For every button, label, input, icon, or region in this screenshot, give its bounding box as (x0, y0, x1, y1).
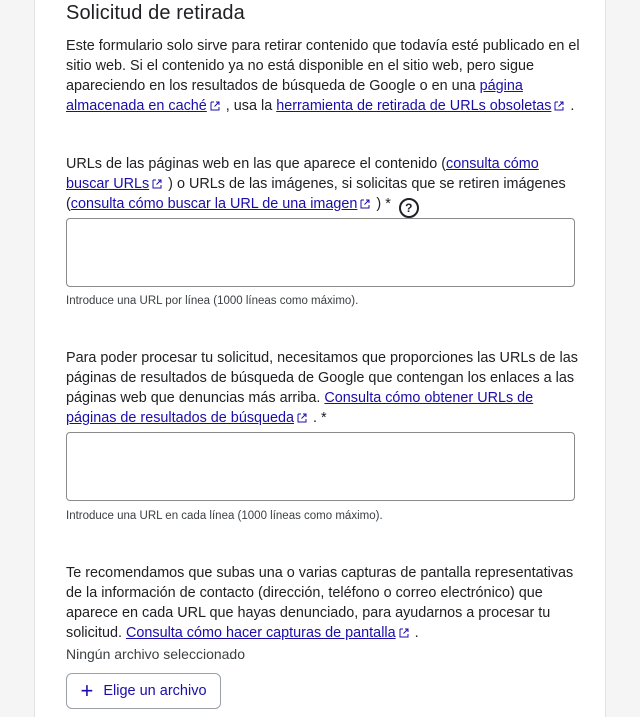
search-result-urls-textarea[interactable] (66, 432, 575, 501)
search-urls-field-label: Para poder procesar tu solicitud, necesitamos que proporciones las URLs de las páginas de resultados de búsqueda de Google que contengan los enlaces a las páginas web que denuncias más arriba. Consulta cómo obtener URLs de páginas de resultados de búsqueda . * (66, 350, 578, 426)
file-status: Ningún archivo seleccionado (66, 646, 245, 662)
cached-page-link[interactable]: página almacenada en caché (66, 78, 523, 114)
get-search-result-urls-link[interactable]: Consulta cómo obtener URLs de páginas de resultados de búsqueda (66, 390, 534, 426)
help-icon[interactable]: ? (399, 198, 419, 218)
content-urls-textarea[interactable] (66, 218, 575, 287)
external-link-icon (210, 101, 220, 111)
find-image-url-link[interactable]: consulta cómo buscar la URL de una imagen (71, 196, 373, 212)
find-urls-link[interactable]: consulta cómo buscar URLs (66, 156, 539, 192)
intro-paragraph (66, 36, 582, 116)
external-link-icon (152, 179, 162, 189)
choose-file-button[interactable] (66, 673, 221, 709)
page-title: Solicitud de retirada (66, 2, 245, 24)
outdated-urls-tool-link[interactable]: herramienta de retirada de URLs obsoletas (276, 98, 566, 114)
choose-file-label: Elige un archivo (103, 683, 207, 699)
external-link-icon (399, 628, 409, 638)
external-link-icon (360, 199, 370, 209)
search-urls-field-hint: Introduce una URL en cada línea (1000 líneas como máximo). (66, 510, 383, 522)
external-link-icon (297, 413, 307, 423)
urls-field-label: URLs de las páginas web en las que aparece el contenido (consulta cómo buscar URLs ) o URLs de las imágenes, si solicitas que se retiren imágenes (consulta cómo buscar la URL de una imagen ) * ? (66, 154, 582, 218)
plus-icon: + (80, 678, 94, 703)
urls-field-hint: Introduce una URL por línea (1000 líneas como máximo). (66, 295, 359, 307)
screenshots-paragraph: Te recomendamos que subas una o varias capturas de pantalla representativas de la información de contacto (dirección, teléfono o correo electrónico) que aparece en cada URL que hayas denunciado, para ayudarnos a procesar tu solicitud. Consulta cómo hacer capturas de pantalla . (66, 565, 574, 641)
intro-text-1: Este formulario solo sirve para retirar contenido que todavía esté publicado en el sitio web. Si el contenido ya no está disponible en el sitio web, pero sigue apareciendo en los resultados de búsqueda de Google o en una (66, 38, 580, 94)
external-link-icon (554, 101, 564, 111)
intro-text-3: . (566, 98, 575, 114)
take-screenshots-link[interactable]: Consulta cómo hacer capturas de pantalla (126, 625, 411, 641)
intro-text-2: , usa la (221, 98, 277, 114)
